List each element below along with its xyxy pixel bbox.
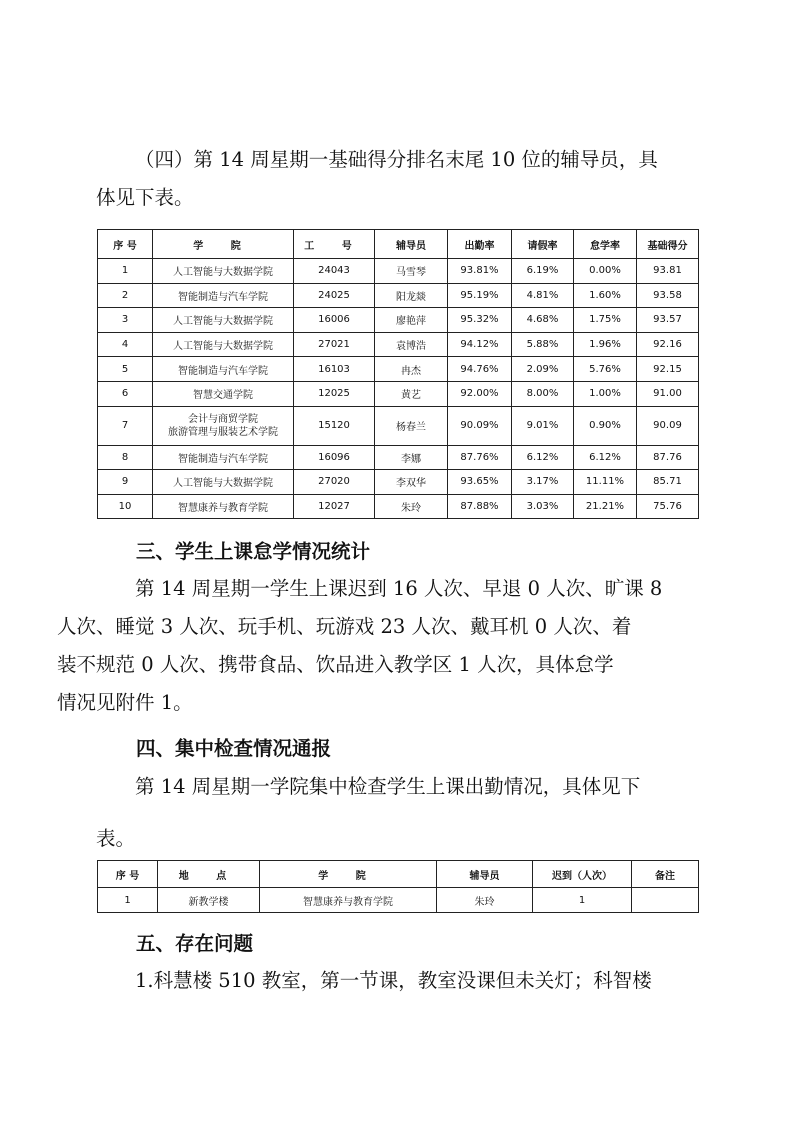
table-cell: 93.57 [637,308,699,333]
table-cell: 92.00% [448,381,512,406]
table-cell: 93.81% [448,259,512,284]
table-cell: 95.32% [448,308,512,333]
table-cell: 5.88% [512,332,574,357]
column-header: 辅导员 [437,861,533,888]
column-header: 请假率 [512,230,574,259]
section-5-heading: 五、存在问题 [136,932,254,955]
table-row [98,283,699,308]
table-cell: 9 [98,470,153,495]
section-3-paragraph [57,570,708,722]
table-cell: 87.76 [637,445,699,470]
table-cell: 90.09 [637,406,699,445]
counselor-score-table [97,229,699,519]
column-header: 学 院 [260,861,437,888]
table-cell: 87.76% [448,445,512,470]
table-row [98,357,699,382]
table-row [98,470,699,495]
table-cell: 1.96% [574,332,637,357]
table-cell: 6.12% [574,445,637,470]
table-cell: 3 [98,308,153,333]
table-cell: 8 [98,445,153,470]
column-header: 基础得分 [637,230,699,259]
table-cell: 3.03% [512,494,574,519]
table-cell-line: 旅游管理与服装艺术学院 [168,426,278,438]
table-cell: 5 [98,357,153,382]
table-cell: 4.81% [512,283,574,308]
section-4-heading: 四、集中检查情况通报 [136,737,332,760]
table-row [98,445,699,470]
section-4-line-2: 表。 [96,827,136,850]
table-cell: 93.65% [448,470,512,495]
table-cell: 16096 [294,445,375,470]
table-cell: 1.60% [574,283,637,308]
table-cell: 16006 [294,308,375,333]
intro-line-2: 体见下表。 [96,186,194,209]
table-cell: 智慧康养与教育学院 [260,888,437,913]
section-3-line-3: 装不规范 0 人次、携带食品、饮品进入教学区 1 人次，具体怠学 [57,653,614,676]
column-header: 工 号 [294,230,375,259]
column-header: 怠学率 [574,230,637,259]
table-cell: 3.17% [512,470,574,495]
column-header: 迟到（人次） [533,861,632,888]
table-row [98,332,699,357]
table-cell: 4.68% [512,308,574,333]
table-cell: 92.15 [637,357,699,382]
table-cell: 5.76% [574,357,637,382]
section-5-line-1: 1.科慧楼 510 教室，第一节课，教室没课但未关灯；科智楼 [135,969,652,992]
table-cell: 4 [98,332,153,357]
table-cell: 人工智能与大数据学院 [153,308,294,333]
table-cell: 马雪琴 [375,259,448,284]
table-cell: 12025 [294,381,375,406]
table-cell: 智能制造与汽车学院 [153,445,294,470]
table-cell: 27020 [294,470,375,495]
table-cell: 智慧康养与教育学院 [153,494,294,519]
table-header-row [98,861,699,888]
table-header-row [98,230,699,259]
table-cell: 6.12% [512,445,574,470]
table-cell: 人工智能与大数据学院 [153,332,294,357]
table-cell: 94.12% [448,332,512,357]
table-cell: 0.90% [574,406,637,445]
table-cell: 91.00 [637,381,699,406]
table-cell: 廖艳萍 [375,308,448,333]
table-cell: 1.00% [574,381,637,406]
table-cell: 15120 [294,406,375,445]
table-cell: 新教学楼 [158,888,260,913]
section-3-line-1: 第 14 周星期一学生上课迟到 16 人次、早退 0 人次、旷课 8 [135,577,663,600]
column-header: 序 号 [98,861,158,888]
inspection-table [97,860,699,913]
table-cell: 智能制造与汽车学院 [153,283,294,308]
table-cell: 21.21% [574,494,637,519]
table-cell: 冉杰 [375,357,448,382]
table-row [98,381,699,406]
table-cell: 李双华 [375,470,448,495]
column-header: 序 号 [98,230,153,259]
column-header: 出勤率 [448,230,512,259]
table-cell: 7 [98,406,153,445]
table-cell: 90.09% [448,406,512,445]
table-row [98,494,699,519]
table-cell: 朱玲 [437,888,533,913]
column-header: 地 点 [158,861,260,888]
table-row [98,888,699,913]
section-3-line-4: 情况见附件 1。 [57,691,193,714]
table-cell [153,406,294,445]
table-cell: 24025 [294,283,375,308]
table-cell: 0.00% [574,259,637,284]
table-cell: 智慧交通学院 [153,381,294,406]
table-cell: 6 [98,381,153,406]
table-cell: 93.81 [637,259,699,284]
table-cell-line: 会计与商贸学院 [188,413,258,425]
table-cell: 黄艺 [375,381,448,406]
intro-paragraph [96,141,708,217]
column-header: 学 院 [153,230,294,259]
table-cell: 8.00% [512,381,574,406]
table-cell: 2.09% [512,357,574,382]
table-cell: 75.76 [637,494,699,519]
table-cell: 9.01% [512,406,574,445]
table-row [98,259,699,284]
column-header: 备注 [632,861,699,888]
section-3-line-2: 人次、睡觉 3 人次、玩手机、玩游戏 23 人次、戴耳机 0 人次、着 [57,615,632,638]
table-cell: 1.75% [574,308,637,333]
table-cell: 94.76% [448,357,512,382]
table-row [98,308,699,333]
table-row [98,406,699,445]
table-cell: 人工智能与大数据学院 [153,470,294,495]
table-cell: 2 [98,283,153,308]
table-cell: 11.11% [574,470,637,495]
table-cell: 95.19% [448,283,512,308]
table-cell: 1 [533,888,632,913]
column-header: 辅导员 [375,230,448,259]
table-cell: 1 [98,259,153,284]
table-cell: 10 [98,494,153,519]
table-cell: 6.19% [512,259,574,284]
section-4-line-1: 第 14 周星期一学院集中检查学生上课出勤情况，具体见下 [135,775,641,798]
table-cell: 杨春兰 [375,406,448,445]
table-cell: 智能制造与汽车学院 [153,357,294,382]
table-cell: 92.16 [637,332,699,357]
table-cell: 24043 [294,259,375,284]
table-cell: 人工智能与大数据学院 [153,259,294,284]
table-cell: 阳龙燚 [375,283,448,308]
table-cell: 1 [98,888,158,913]
table-cell: 93.58 [637,283,699,308]
table-cell: 李娜 [375,445,448,470]
table-cell: 27021 [294,332,375,357]
table-cell: 16103 [294,357,375,382]
table-cell: 85.71 [637,470,699,495]
table-cell: 12027 [294,494,375,519]
table-cell: 87.88% [448,494,512,519]
table-cell: 袁博浩 [375,332,448,357]
table-cell: 朱玲 [375,494,448,519]
section-3-heading: 三、学生上课怠学情况统计 [136,540,371,563]
intro-line-1: （四）第 14 周星期一基础得分排名末尾 10 位的辅导员，具 [135,148,658,171]
table-cell [632,888,699,913]
